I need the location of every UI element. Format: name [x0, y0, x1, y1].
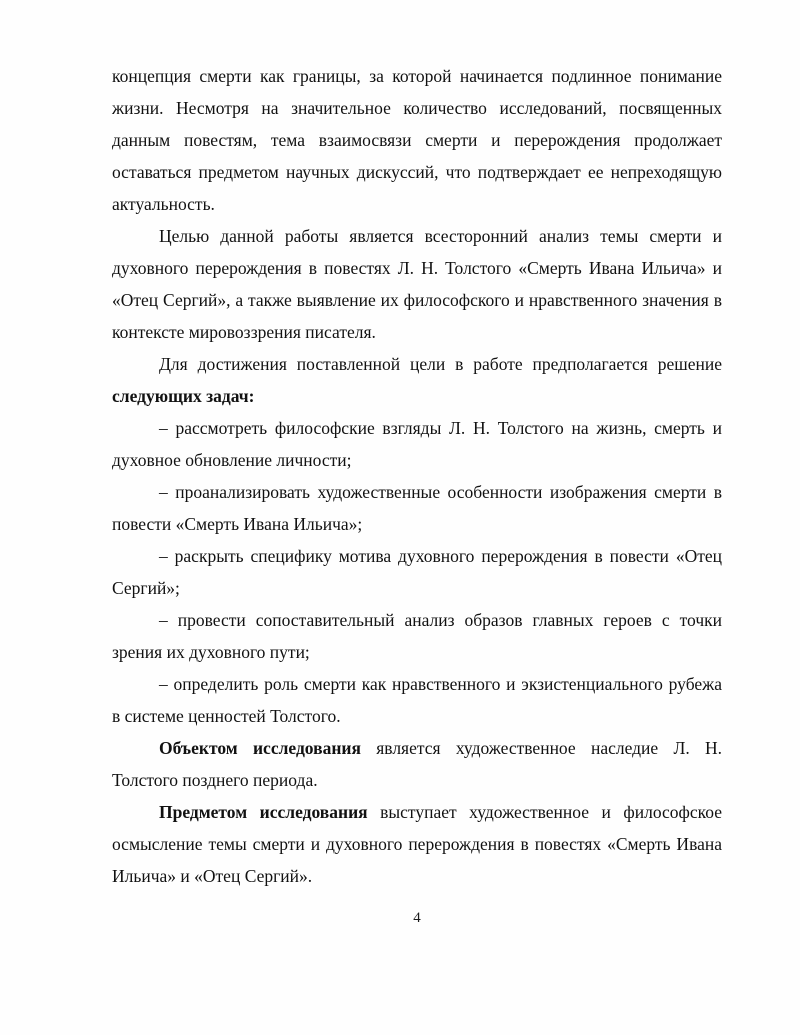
paragraph [112, 604, 722, 668]
page-footer [112, 906, 722, 930]
text-run: – провести сопоставительный анализ образов главных героев с точки зрения их духовного пути; [112, 610, 722, 662]
bold-text-run: Объектом исследования [159, 738, 361, 758]
paragraph [112, 220, 722, 348]
text-run: – проанализировать художественные особенности изображения смерти в повести «Смерть Ивана Ильича»; [112, 482, 722, 534]
paragraph [112, 668, 722, 732]
bold-text-run: Предметом исследования [159, 802, 368, 822]
text-body [112, 60, 722, 892]
page-number: 4 [413, 910, 421, 926]
text-run: является художественное наследие Л. Н. Толстого позднего периода. [112, 738, 723, 790]
text-run: – определить роль смерти как нравственного и экзистенциального рубежа в системе ценностей Толстого. [112, 674, 722, 726]
paragraph [112, 732, 722, 796]
text-run: выступает художественное и философское осмысление темы смерти и духовного перерождения в повестях «Смерть Ивана Ильича» и «Отец Сергий». [112, 802, 722, 886]
bold-text-run: следующих задач: [112, 386, 255, 406]
text-run: – рассмотреть философские взгляды Л. Н. Толстого на жизнь, смерть и духовное обновление личности; [112, 418, 722, 470]
text-run: Для достижения поставленной цели в работе предполагается решение [159, 354, 722, 374]
text-run: Целью данной работы является всесторонний анализ темы смерти и духовного перерождения в повестях Л. Н. Толстого «Смерть Ивана Ильича» и «Отец Сергий», а также выявление их философского и нравственного значения в контексте мировоззрения писателя. [112, 226, 722, 342]
paragraph [112, 476, 722, 540]
paragraph [112, 540, 722, 604]
text-run: – раскрыть специфику мотива духовного перерождения в повести «Отец Сергий»; [112, 546, 722, 598]
paragraph [112, 60, 722, 220]
paragraph [112, 348, 722, 412]
text-run: концепция смерти как границы, за которой начинается подлинное понимание жизни. Несмотря на значительное количество исследований, посвященных данным повестям, тема взаимосвязи смерти и перерождения продолжает оставаться предметом научных дискуссий, что подтверждает ее непреходящую актуальность. [112, 66, 722, 214]
paragraph [112, 796, 722, 892]
paragraph [112, 412, 722, 476]
